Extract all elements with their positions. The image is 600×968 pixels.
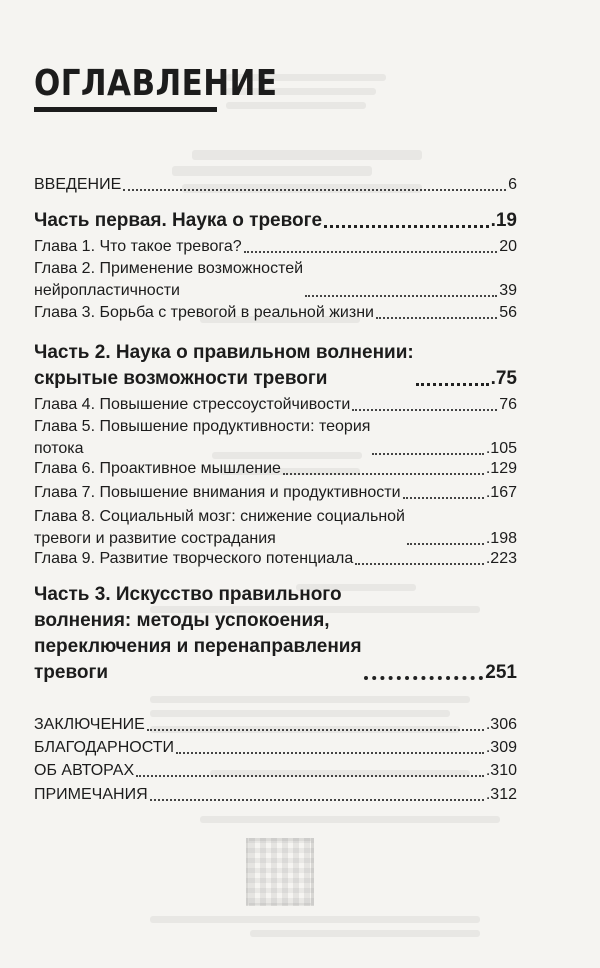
- toc-chapter-entry: [34, 548, 517, 570]
- toc-chapter-entry: [34, 506, 517, 550]
- toc-page-number: .312: [485, 786, 517, 803]
- toc-section-entry: [34, 737, 517, 759]
- toc-entry-title: Глава 6. Проактивное мышление: [34, 460, 281, 477]
- toc-entry-title: ОБ АВТОРАХ: [34, 762, 135, 779]
- title-underline: [34, 107, 217, 112]
- toc-entry-title: ВВЕДЕНИЕ: [34, 176, 122, 193]
- dot-leader: [407, 543, 484, 545]
- dot-leader: [372, 453, 483, 455]
- dot-leader: [283, 473, 484, 475]
- dot-leader: [352, 409, 497, 411]
- toc-page-number: 39: [499, 282, 517, 299]
- toc-entry-title: Глава 7. Повышение внимания и продуктивности: [34, 484, 401, 501]
- toc-entry-title: Глава 5. Повышение продуктивности: теория потока: [34, 418, 371, 457]
- toc-page-number: .198: [485, 530, 517, 547]
- toc-part-entry: [34, 582, 517, 686]
- dot-leader: [176, 752, 484, 754]
- dot-leader: [305, 295, 497, 297]
- toc-page-number: 6: [508, 176, 517, 193]
- page-title: ОГЛАВЛЕНИЕ: [34, 63, 278, 104]
- toc-page-number: .309: [485, 739, 517, 756]
- dot-leader: [416, 383, 489, 386]
- toc-section-entry: [34, 784, 517, 806]
- toc-page-number: 76: [499, 396, 517, 413]
- toc-part-entry: [34, 340, 517, 392]
- dot-leader: [244, 251, 498, 253]
- toc-entry-title: Часть первая. Наука о тревоге: [34, 210, 323, 231]
- toc-part-entry: [34, 208, 517, 234]
- dot-leader: [123, 189, 506, 191]
- toc-chapter-entry: [34, 458, 517, 480]
- dot-leader: [136, 775, 484, 777]
- toc-entry-title: ПРИМЕЧАНИЯ: [34, 786, 148, 803]
- dot-leader: [403, 497, 484, 499]
- toc-page-number: .75: [490, 368, 517, 389]
- toc-page-number: .223: [485, 550, 517, 567]
- toc-section-entry: [34, 174, 517, 196]
- toc-entry-title: Часть 3. Искусство правильного волнения: методы успокоения, переключения и перенаправления тревоги: [34, 584, 362, 683]
- toc-chapter-entry: [34, 416, 517, 460]
- toc-page-number: .105: [485, 440, 517, 457]
- dot-leader: [364, 676, 484, 680]
- toc-section-entry: [34, 760, 517, 782]
- toc-page-number: 20: [499, 238, 517, 255]
- toc-entry-title: Глава 1. Что такое тревога?: [34, 238, 242, 255]
- toc-chapter-entry: [34, 482, 517, 504]
- dot-leader: [376, 317, 497, 319]
- toc-chapter-entry: [34, 258, 517, 302]
- toc-chapter-entry: [34, 236, 517, 258]
- toc-entry-title: БЛАГОДАРНОСТИ: [34, 739, 175, 756]
- toc-chapter-entry: [34, 394, 517, 416]
- toc-page-number: 56: [499, 304, 517, 321]
- toc-entry-title: Глава 9. Развитие творческого потенциала: [34, 550, 354, 567]
- toc-entry-title: Глава 4. Повышение стрессоустойчивости: [34, 396, 351, 413]
- toc-entry-title: ЗАКЛЮЧЕНИЕ: [34, 716, 145, 733]
- toc-page-number: 251: [485, 662, 517, 683]
- toc-entry-title: Глава 8. Социальный мозг: снижение социальной тревоги и развитие сострадания: [34, 508, 405, 547]
- dot-leader: [147, 729, 484, 731]
- toc-page-number: .167: [485, 484, 517, 501]
- toc-entry-title: Часть 2. Наука о правильном волнении: скрытые возможности тревоги: [34, 342, 414, 389]
- toc-page-number: .306: [485, 716, 517, 733]
- toc-page-number: .19: [490, 210, 517, 231]
- toc-chapter-entry: [34, 302, 517, 324]
- dot-leader: [355, 563, 484, 565]
- toc-entry-title: Глава 2. Применение возможностей нейропластичности: [34, 260, 304, 299]
- toc-entry-title: Глава 3. Борьба с тревогой в реальной жизни: [34, 304, 374, 321]
- dot-leader: [324, 225, 488, 228]
- toc-section-entry: [34, 714, 517, 736]
- toc-page-number: .310: [485, 762, 517, 779]
- toc-page-number: .129: [485, 460, 517, 477]
- dot-leader: [150, 799, 484, 801]
